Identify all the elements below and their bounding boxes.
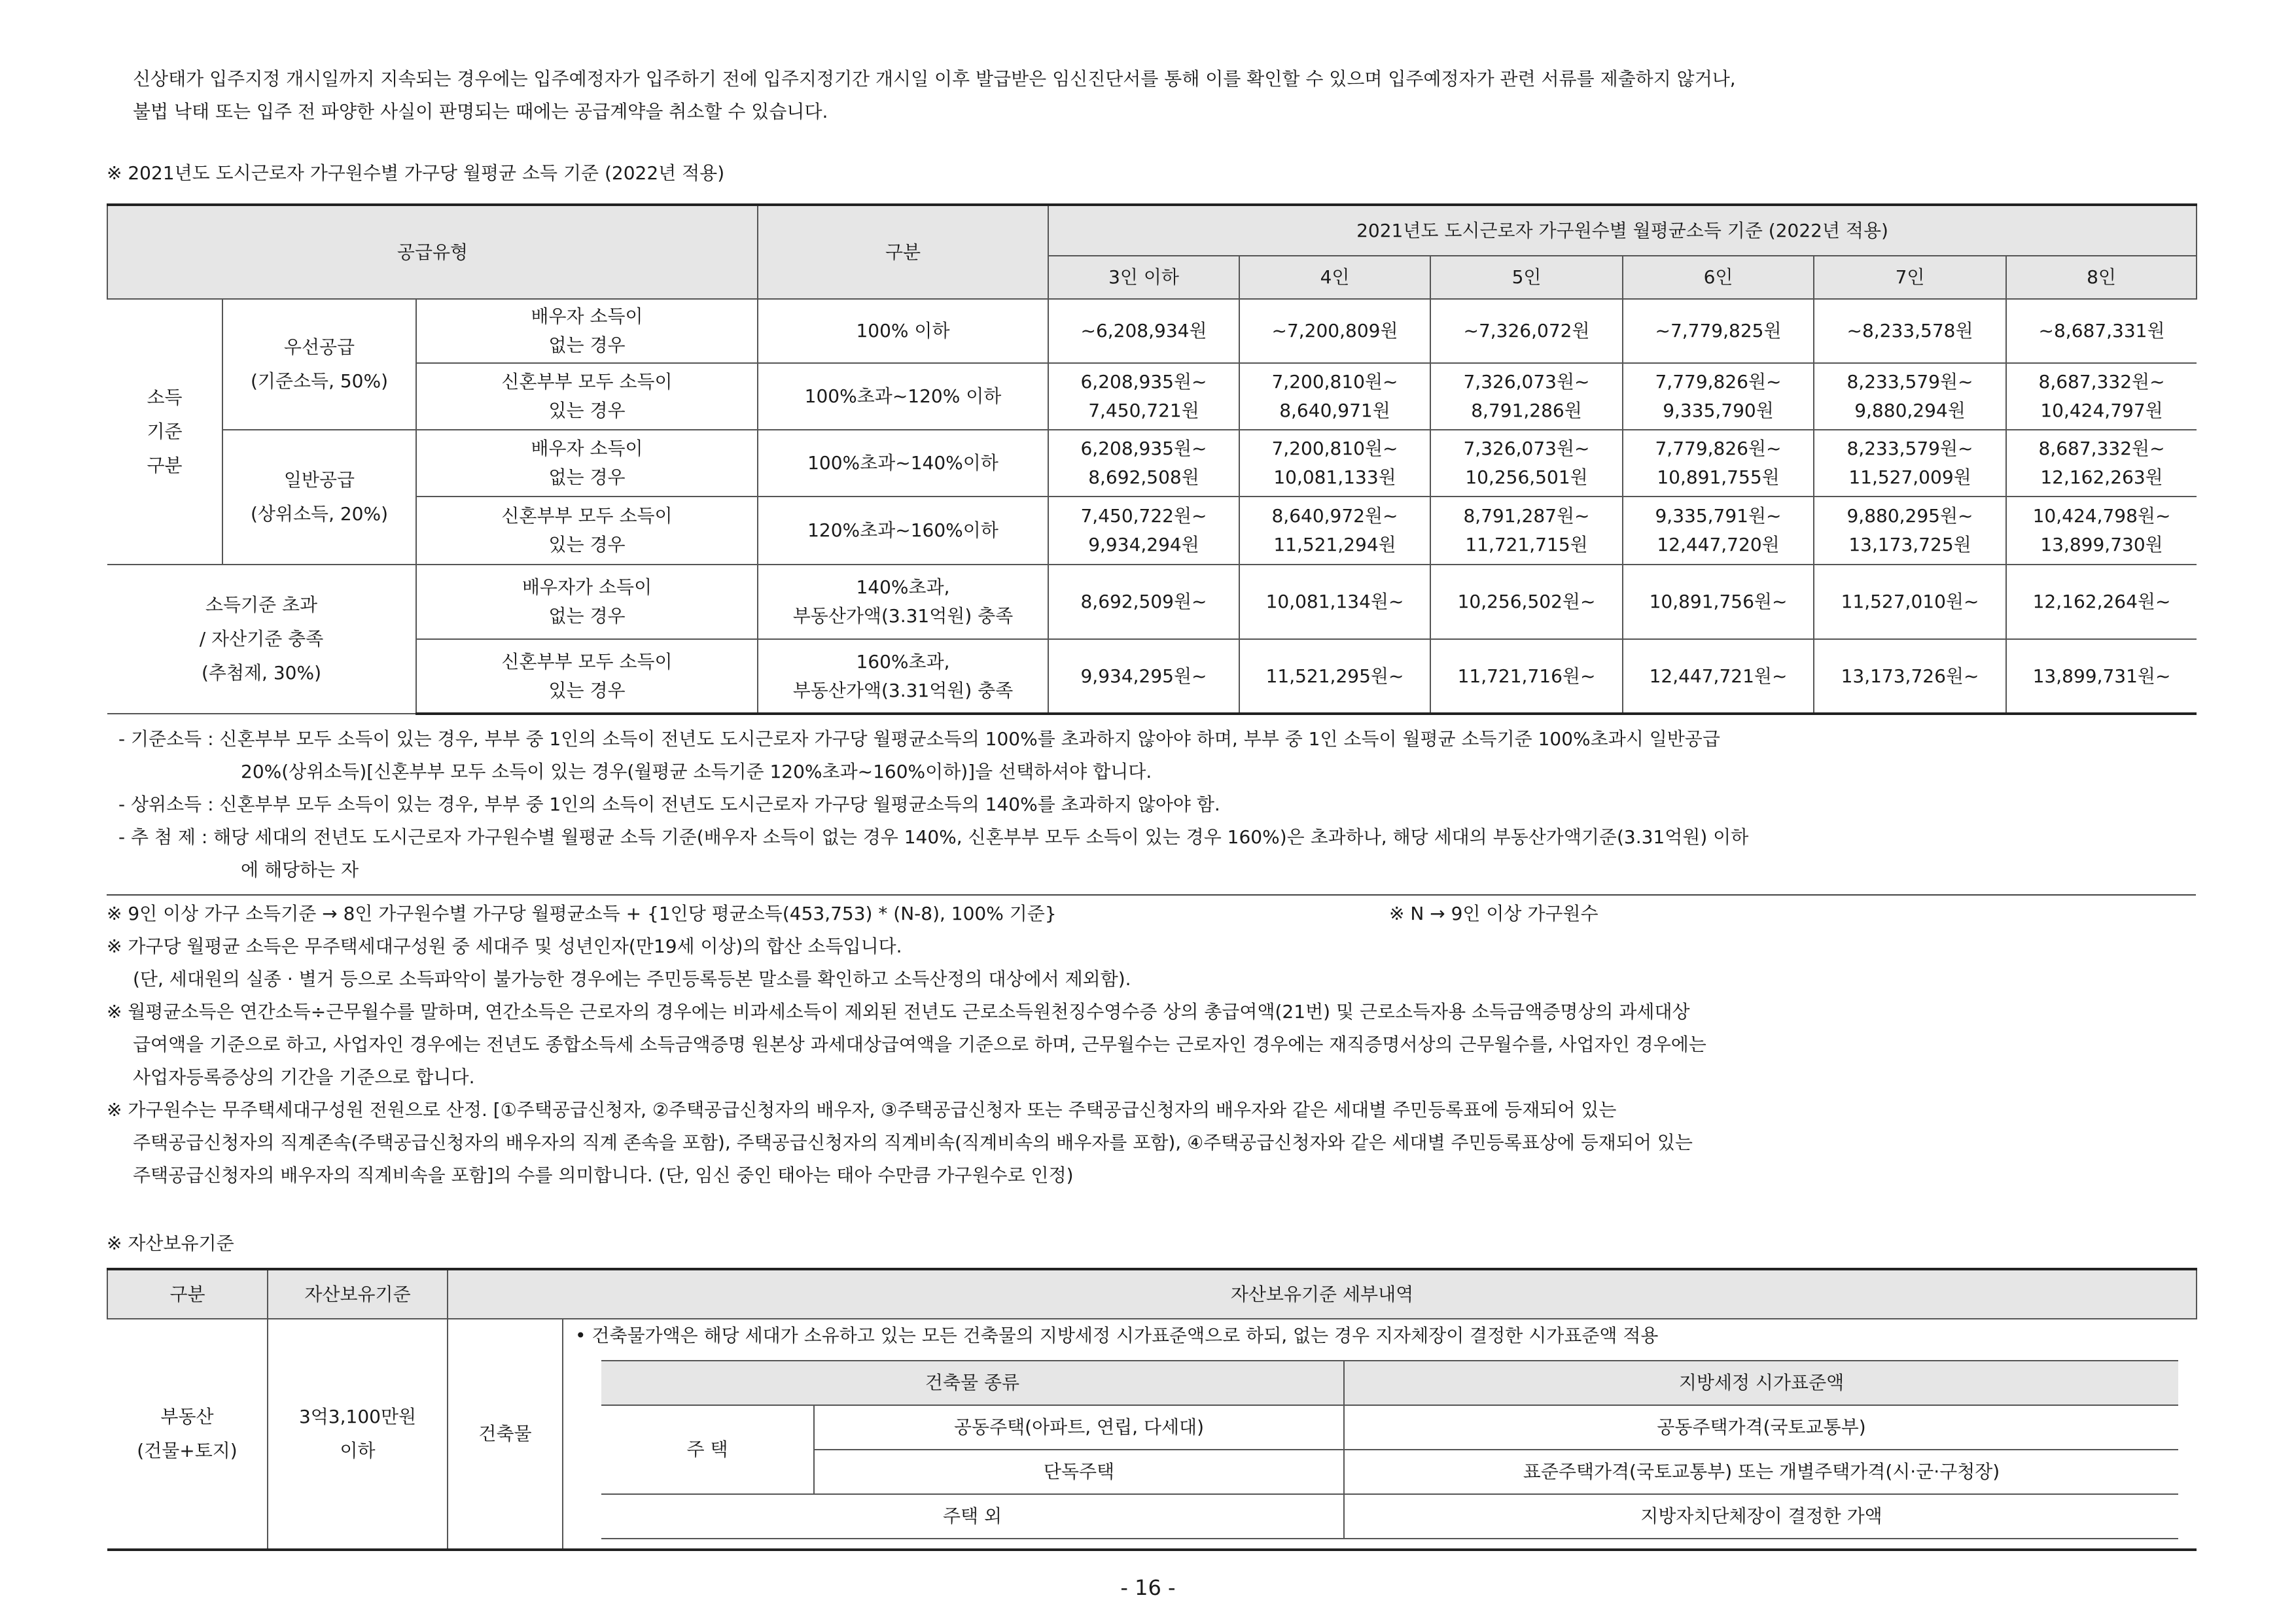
income-value: 10,424,798원~ 13,899,730원: [2006, 497, 2197, 565]
note-nine-person: ※ 9인 이상 가구 소득기준 → 8인 가구원수별 가구당 월평균소득 + {1인당 평균소득(453,753) * (N-8), 100% 기준}: [107, 903, 1057, 924]
asset-detail-cell: [563, 1319, 2197, 1550]
header-supply-type: 공급유형: [107, 205, 758, 299]
household-size-6: 6인: [1623, 256, 1814, 299]
building-value: 표준주택가격(국토교통부) 또는 개별주택가격(시·군·구청장): [1344, 1450, 2178, 1494]
building-type: 주택 외: [601, 1494, 1344, 1539]
row-case: 배우자가 소득이 없는 경우: [416, 565, 758, 639]
intro-line-2: 불법 낙태 또는 입주 전 파양한 사실이 판명되는 때에는 공급계약을 취소할 수 있습니다.: [133, 101, 828, 122]
income-basis-label: 소득 기준 구분: [107, 299, 222, 565]
income-value: 6,208,935원~ 8,692,508원: [1048, 430, 1239, 497]
income-value: ~7,200,809원: [1239, 299, 1430, 363]
asset-sub-category: 건축물: [448, 1319, 563, 1550]
building-value-note: • 건축물가액은 해당 세대가 소유하고 있는 모든 건축물의 지방세정 시가표준액으로 하되, 없는 경우 지자체장이 결정한 시가표준액 적용: [575, 1325, 1659, 1346]
note-monthly-income-line-1: ※ 월평균소득은 연간소득÷근무월수를 말하며, 연간소득은 근로자의 경우에는 비과세소득이 제외된 전년도 근로소득원천징수영수증 상의 총급여액(21번) 및 근로소득자용 소득금액증명상의 과세대상: [107, 1001, 1690, 1022]
income-value: 7,326,073원~ 8,791,286원: [1430, 363, 1623, 430]
income-value: 13,173,726원~: [1814, 639, 2006, 714]
note-household-income: ※ 가구당 월평균 소득은 무주택세대구성원 중 세대주 및 성년인자(만19세 이상)의 합산 소득입니다.: [107, 935, 902, 957]
header-income-group: 2021년도 도시근로자 가구원수별 월평균소득 기준 (2022년 적용): [1048, 205, 2197, 256]
house-label: 주 택: [601, 1405, 814, 1494]
income-value: 6,208,935원~ 7,450,721원: [1048, 363, 1239, 430]
income-value: 12,162,264원~: [2006, 565, 2197, 639]
building-value: 지방자치단체장이 결정한 가액: [1344, 1494, 2178, 1539]
definition-upper-income: - 상위소득 : 신혼부부 모두 소득이 있는 경우, 부부 중 1인의 소득이 전년도 도시근로자 가구당 월평균소득의 140%를 초과하지 않아야 함.: [118, 794, 1220, 815]
inner-header-value: 지방세정 시가표준액: [1344, 1361, 2178, 1405]
income-value: 7,450,722원~ 9,934,294원: [1048, 497, 1239, 565]
asset-section-title: ※ 자산보유기준: [107, 1232, 234, 1254]
asset-header-standard: 자산보유기준: [268, 1269, 448, 1319]
definition-base-income-line-2: 20%(상위소득)[신혼부부 모두 소득이 있는 경우(월평균 소득기준 120%초과~160%이하)]을 선택하셔야 합니다.: [241, 761, 1152, 782]
asset-category: 부동산 (건물+토지): [107, 1319, 268, 1550]
lottery-supply-label: 소득기준 초과 / 자산기준 충족 (추첨제, 30%): [107, 565, 416, 714]
row-case: 배우자 소득이 없는 경우: [416, 430, 758, 497]
income-value: 10,891,756원~: [1623, 565, 1814, 639]
note-monthly-income-line-3: 사업자등록증상의 기간을 기준으로 합니다.: [133, 1066, 475, 1088]
income-value: 10,256,502원~: [1430, 565, 1623, 639]
income-value: 7,200,810원~ 10,081,133원: [1239, 430, 1430, 497]
general-supply-label: 일반공급 (상위소득, 20%): [222, 430, 416, 565]
row-case: 신혼부부 모두 소득이 있는 경우: [416, 363, 758, 430]
income-value: ~8,687,331원: [2006, 299, 2197, 363]
income-value: 8,687,332원~ 12,162,263원: [2006, 430, 2197, 497]
income-value: ~7,779,825원: [1623, 299, 1814, 363]
income-value: 7,326,073원~ 10,256,501원: [1430, 430, 1623, 497]
income-value: 7,779,826원~ 9,335,790원: [1623, 363, 1814, 430]
household-size-3: 3인 이하: [1048, 256, 1239, 299]
household-size-4: 4인: [1239, 256, 1430, 299]
row-case: 배우자 소득이 없는 경우: [416, 299, 758, 363]
income-value: 11,721,716원~: [1430, 639, 1623, 714]
note-n-definition: ※ N → 9인 이상 가구원수: [1389, 903, 1598, 924]
income-value: 8,233,579원~ 11,527,009원: [1814, 430, 2006, 497]
row-range: 160%초과, 부동산가액(3.31억원) 충족: [758, 639, 1048, 714]
income-value: 7,200,810원~ 8,640,971원: [1239, 363, 1430, 430]
asset-standard-table: [107, 1268, 2197, 1551]
note-household-members-line-1: ※ 가구원수는 무주택세대구성원 전원으로 산정. [①주택공급신청자, ②주택공급신청자의 배우자, ③주택공급신청자 또는 주택공급신청자의 배우자와 같은 세대별 주민등록표에 등재되어 있는: [107, 1099, 1617, 1121]
income-value: ~7,326,072원: [1430, 299, 1623, 363]
income-value: 11,527,010원~: [1814, 565, 2006, 639]
row-range: 140%초과, 부동산가액(3.31억원) 충족: [758, 565, 1048, 639]
income-value: 8,233,579원~ 9,880,294원: [1814, 363, 2006, 430]
income-value: ~8,233,578원: [1814, 299, 2006, 363]
income-value: 9,335,791원~ 12,447,720원: [1623, 497, 1814, 565]
income-value: 9,880,295원~ 13,173,725원: [1814, 497, 2006, 565]
row-range: 100% 이하: [758, 299, 1048, 363]
income-value: 8,687,332원~ 10,424,797원: [2006, 363, 2197, 430]
page-number: - 16 -: [1120, 1575, 1176, 1600]
note-monthly-income-line-2: 급여액을 기준으로 하고, 사업자인 경우에는 전년도 종합소득세 소득금액증명 원본상 과세대상급여액을 기준으로 하며, 근무월수는 근로자인 경우에는 재직증명서상의 근무월수를, 사업자인 경우에는: [133, 1034, 1706, 1055]
note-household-members-line-2: 주택공급신청자의 직계존속(주택공급신청자의 배우자의 직계 존속을 포함), 주택공급신청자의 직계비속(직계비속의 배우자를 포함), ④주택공급신청자와 같은 세대별 주민등록표상에 등재되어 있는: [133, 1132, 1693, 1153]
income-value: 8,692,509원~: [1048, 565, 1239, 639]
household-size-5: 5인: [1430, 256, 1623, 299]
asset-standard-value: 3억3,100만원 이하: [268, 1319, 448, 1550]
row-range: 120%초과~160%이하: [758, 497, 1048, 565]
income-section-title: ※ 2021년도 도시근로자 가구원수별 가구당 월평균 소득 기준 (2022년 적용): [107, 162, 725, 184]
note-household-income-exception: (단, 세대원의 실종 · 별거 등으로 소득파악이 불가능한 경우에는 주민등록등본 말소를 확인하고 소득산정의 대상에서 제외함).: [133, 968, 1131, 990]
income-value: 11,521,295원~: [1239, 639, 1430, 714]
asset-header-category: 구분: [107, 1269, 268, 1319]
building-value: 공동주택가격(국토교통부): [1344, 1405, 2178, 1450]
income-value: 13,899,731원~: [2006, 639, 2197, 714]
inner-header-type: 건축물 종류: [601, 1361, 1344, 1405]
household-size-7: 7인: [1814, 256, 2006, 299]
income-value: 10,081,134원~: [1239, 565, 1430, 639]
row-case: 신혼부부 모두 소득이 있는 경우: [416, 497, 758, 565]
income-standard-table: [107, 203, 2197, 715]
income-value: 9,934,295원~: [1048, 639, 1239, 714]
row-range: 100%초과~120% 이하: [758, 363, 1048, 430]
income-value: 7,779,826원~ 10,891,755원: [1623, 430, 1814, 497]
intro-line-1: 신상태가 입주지정 개시일까지 지속되는 경우에는 입주예정자가 입주하기 전에 입주지정기간 개시일 이후 발급받은 임신진단서를 통해 이를 확인할 수 있으며 입주예정자가 관련 서류를 제출하지 않거나,: [133, 68, 1736, 90]
building-type: 공동주택(아파트, 연립, 다세대): [814, 1405, 1344, 1450]
income-value: ~6,208,934원: [1048, 299, 1239, 363]
definition-lottery-line-1: - 추 첨 제 : 해당 세대의 전년도 도시근로자 가구원수별 월평균 소득 기준(배우자 소득이 없는 경우 140%, 신혼부부 모두 소득이 있는 경우 160%)은 초과하나, 해당 세대의 부동산가액기준(3.31억원) 이하: [118, 826, 1749, 848]
row-case: 신혼부부 모두 소득이 있는 경우: [416, 639, 758, 714]
definition-base-income-line-1: - 기준소득 : 신혼부부 모두 소득이 있는 경우, 부부 중 1인의 소득이 전년도 도시근로자 가구당 월평균소득의 100%를 초과하지 않아야 하며, 부부 중 1인 소득이 월평균 소득기준 100%초과시 일반공급: [118, 728, 1720, 750]
household-size-8: 8인: [2006, 256, 2197, 299]
income-value: 8,791,287원~ 11,721,715원: [1430, 497, 1623, 565]
notes-divider: [107, 894, 2196, 896]
income-value: 8,640,972원~ 11,521,294원: [1239, 497, 1430, 565]
building-type-table: [601, 1360, 2178, 1539]
priority-supply-label: 우선공급 (기준소득, 50%): [222, 299, 416, 430]
income-value: 12,447,721원~: [1623, 639, 1814, 714]
definition-lottery-line-2: 에 해당하는 자: [241, 859, 359, 881]
note-household-members-line-3: 주택공급신청자의 배우자의 직계비속을 포함]의 수를 의미합니다. (단, 임신 중인 태아는 태아 수만큼 가구원수로 인정): [133, 1164, 1074, 1186]
header-category: 구분: [758, 205, 1048, 299]
row-range: 100%초과~140%이하: [758, 430, 1048, 497]
asset-header-detail: 자산보유기준 세부내역: [448, 1269, 2197, 1319]
building-type: 단독주택: [814, 1450, 1344, 1494]
